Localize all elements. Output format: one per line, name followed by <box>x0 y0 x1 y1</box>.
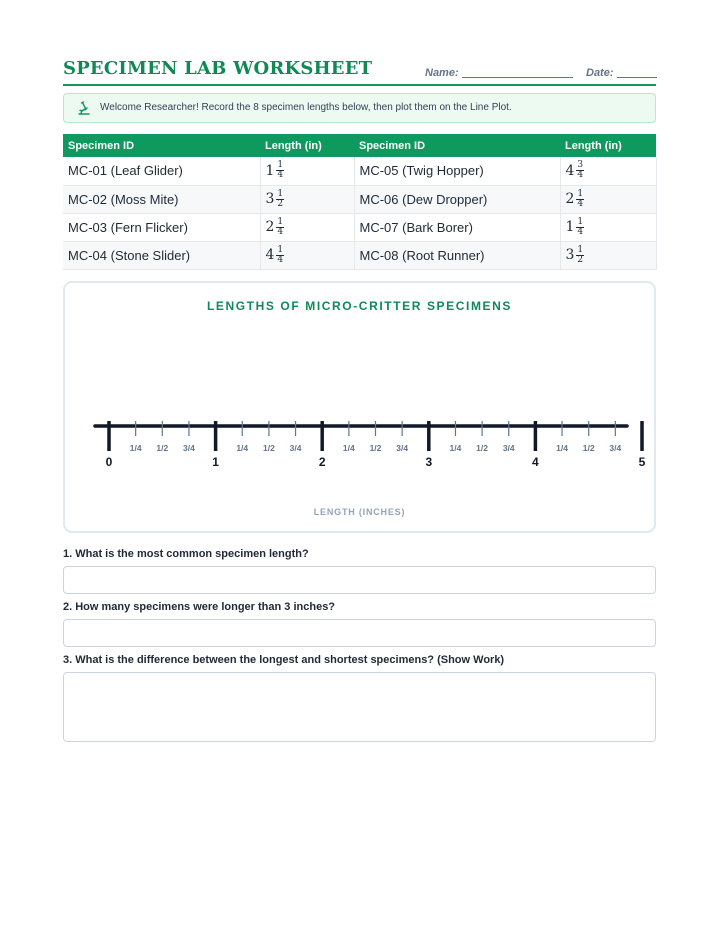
fraction <box>276 190 284 209</box>
minor-tick-label: 3/4 <box>502 443 515 453</box>
date-blank-line[interactable] <box>617 77 657 78</box>
col-header-specimen-id: Specimen ID <box>354 134 560 157</box>
mixed-number <box>566 161 585 180</box>
fraction <box>276 161 284 180</box>
numerator: 1 <box>277 188 284 199</box>
fraction <box>276 246 284 265</box>
specimen-id-cell: MC-06 (Dew Dropper) <box>354 185 560 213</box>
numerator: 1 <box>577 216 584 227</box>
table-header-row <box>63 134 656 157</box>
length-cell <box>560 185 656 213</box>
table-row <box>63 185 656 213</box>
whole-number: 4 <box>265 247 275 263</box>
minor-tick-label: 3/4 <box>183 443 195 453</box>
welcome-banner <box>63 93 656 123</box>
fraction <box>576 190 584 209</box>
table-row <box>63 157 656 185</box>
specimen-table <box>63 134 657 270</box>
page-title: SPECIMEN LAB WORKSHEET <box>63 58 373 79</box>
col-header-length: Length (in) <box>260 134 354 157</box>
minor-tick-label: 1/2 <box>582 443 595 453</box>
table-row <box>63 241 656 269</box>
line-plot-card <box>63 281 656 533</box>
mixed-number <box>266 190 285 209</box>
specimen-id-cell: MC-04 (Stone Slider) <box>63 241 260 269</box>
major-tick-label: 1 <box>212 455 219 469</box>
whole-number: 1 <box>565 219 575 235</box>
whole-number: 3 <box>565 247 575 263</box>
answer-box-2[interactable] <box>63 619 656 647</box>
minor-tick-label: 3/4 <box>396 443 409 453</box>
plot-title: LENGTHS OF MICRO-CRITTER SPECIMENS <box>206 299 513 313</box>
numerator: 1 <box>577 244 584 255</box>
question-3: 3. What is the difference between the longest and shortest specimens? (Show Work) <box>63 654 505 666</box>
major-tick-label: 5 <box>638 455 646 469</box>
specimen-id-cell: MC-01 (Leaf Glider) <box>63 157 260 185</box>
whole-number: 4 <box>565 162 575 179</box>
fraction <box>276 218 284 237</box>
minor-tick-label: 1/2 <box>369 443 382 453</box>
fraction <box>576 161 584 180</box>
specimen-id-cell: MC-02 (Moss Mite) <box>63 185 260 213</box>
mixed-number <box>566 246 585 265</box>
specimen-id-cell: MC-05 (Twig Hopper) <box>354 157 560 185</box>
name-label: Name: <box>425 67 459 79</box>
table-row <box>63 213 656 241</box>
denominator: 4 <box>277 170 284 181</box>
major-tick-label: 2 <box>318 455 326 469</box>
length-cell <box>560 241 656 269</box>
fraction <box>576 246 584 265</box>
minor-tick-label: 1/4 <box>449 443 462 453</box>
major-tick-label: 4 <box>532 455 539 469</box>
specimen-id-cell: MC-03 (Fern Flicker) <box>63 213 260 241</box>
question-2: 2. How many specimens were longer than 3 inches? <box>63 601 336 613</box>
minor-tick-label: 1/4 <box>129 443 142 453</box>
denominator: 4 <box>277 254 284 265</box>
col-header-specimen-id: Specimen ID <box>63 134 260 157</box>
length-cell <box>260 185 354 213</box>
mixed-number <box>566 190 585 209</box>
whole-number: 1 <box>265 162 275 179</box>
col-header-length: Length (in) <box>560 134 656 157</box>
numerator: 1 <box>577 188 584 199</box>
major-tick-label: 0 <box>105 455 113 469</box>
line-plot[interactable] <box>65 283 658 535</box>
length-cell <box>560 213 656 241</box>
whole-number: 2 <box>265 219 275 235</box>
numerator: 1 <box>277 160 284 171</box>
minor-tick-label: 1/4 <box>556 443 568 453</box>
denominator: 2 <box>277 198 284 209</box>
minor-tick-label: 3/4 <box>609 443 622 453</box>
name-field[interactable] <box>425 67 573 79</box>
denominator: 4 <box>577 226 584 237</box>
length-cell <box>260 213 354 241</box>
denominator: 4 <box>577 170 584 181</box>
answer-box-3[interactable] <box>63 672 656 742</box>
mixed-number <box>266 246 285 265</box>
numerator: 1 <box>277 216 284 227</box>
minor-tick-label: 3/4 <box>289 443 302 453</box>
numerator: 3 <box>577 160 584 171</box>
fraction <box>576 218 584 237</box>
answer-box-1[interactable] <box>63 566 656 594</box>
minor-tick-label: 1/2 <box>262 443 275 453</box>
length-cell <box>560 157 656 185</box>
date-label: Date: <box>586 67 614 79</box>
specimen-id-cell: MC-07 (Bark Borer) <box>354 213 560 241</box>
denominator: 4 <box>577 198 584 209</box>
mixed-number <box>266 218 285 237</box>
minor-tick-label: 1/4 <box>236 443 249 453</box>
whole-number: 2 <box>565 191 575 207</box>
mixed-number <box>566 218 585 237</box>
length-cell <box>260 157 354 185</box>
mixed-number <box>266 161 285 180</box>
length-cell <box>260 241 354 269</box>
specimen-id-cell: MC-08 (Root Runner) <box>354 241 560 269</box>
major-tick-label: 3 <box>425 455 433 469</box>
microscope-icon <box>76 100 92 116</box>
minor-tick-label: 1/4 <box>342 443 355 453</box>
numerator: 1 <box>277 244 284 255</box>
denominator: 4 <box>277 226 284 237</box>
worksheet-header <box>63 58 656 86</box>
minor-tick-label: 1/2 <box>156 443 169 453</box>
denominator: 2 <box>577 254 584 265</box>
plot-x-axis-label: LENGTH (INCHES) <box>313 507 406 517</box>
minor-tick-label: 1/2 <box>476 443 489 453</box>
question-1: 1. What is the most common specimen length? <box>63 548 309 560</box>
banner-text: Welcome Researcher! Record the 8 specimen lengths below, then plot them on the Line Plot. <box>100 102 512 113</box>
name-blank-line[interactable] <box>462 77 573 78</box>
whole-number: 3 <box>265 191 275 207</box>
date-field[interactable] <box>586 67 657 79</box>
